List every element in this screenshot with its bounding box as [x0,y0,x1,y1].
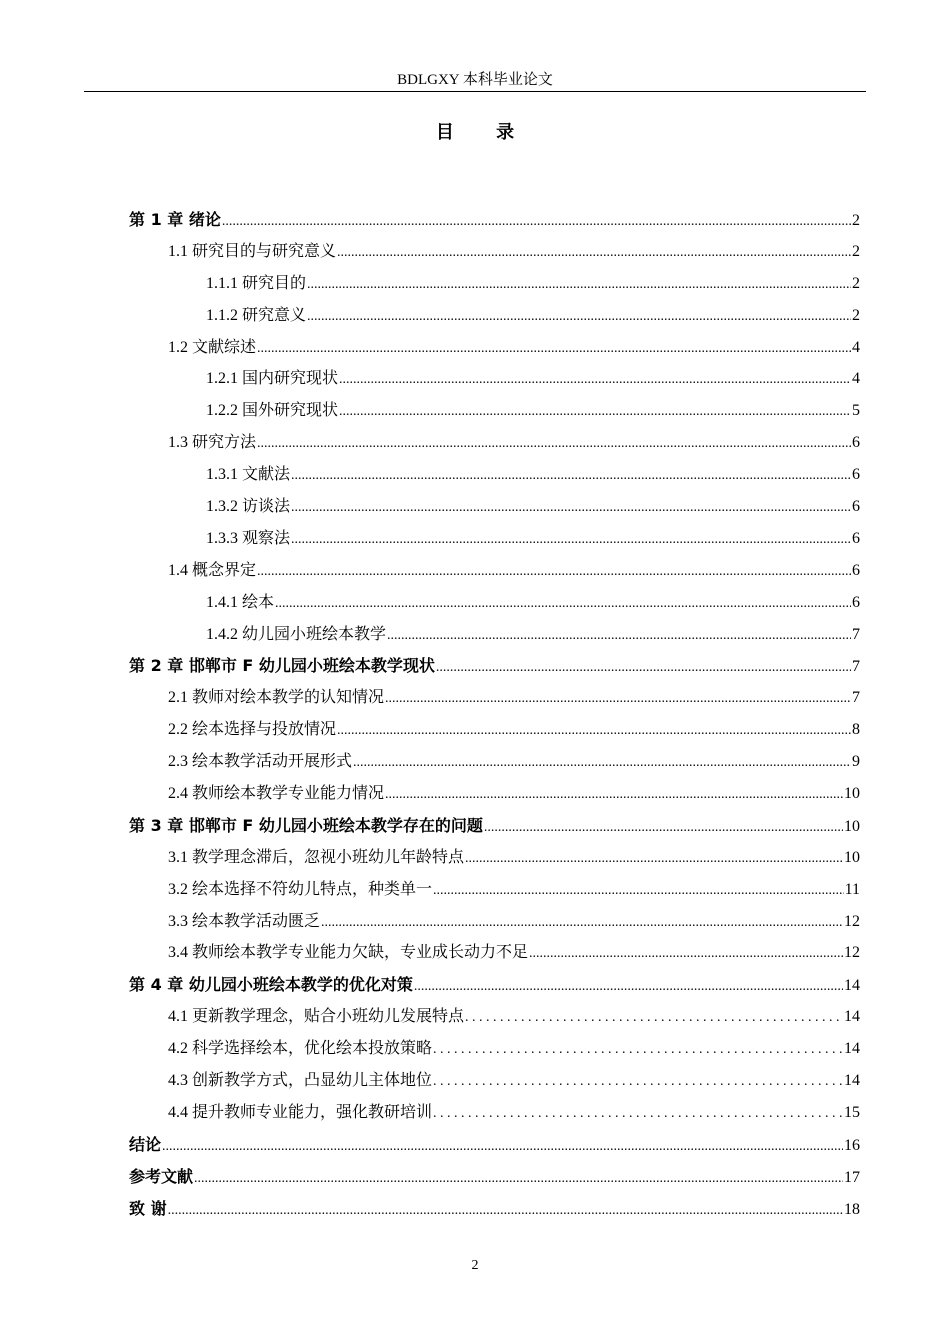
toc-entry-page: 10 [844,848,860,866]
toc-entry-title: 1.3.1 文献法 [206,466,291,484]
toc-entry-title: 1.2.2 国外研究现状 [206,402,339,420]
toc-entry-page: 6 [852,561,860,579]
dot-leader [484,812,843,844]
toc-entry[interactable] [129,650,860,682]
toc-entry[interactable] [129,842,860,874]
dot-leader [433,1034,843,1066]
dot-leader [257,428,851,460]
toc-entry[interactable] [129,1161,860,1193]
dot-leader [339,396,851,428]
toc-entry-title: 1.2.1 国内研究现状 [206,370,339,388]
toc-entry-page: 16 [844,1136,860,1154]
toc-entry-page: 2 [852,212,860,229]
toc-entry-title: 2.2 绘本选择与投放情况 [168,721,337,739]
toc-entry-title: 第 2 章 邯郸市 F 幼儿园小班绘本教学现状 [129,656,435,676]
toc-entry[interactable] [129,587,860,619]
toc-entry-title: 1.4.1 绘本 [206,593,275,611]
toc-entry[interactable] [129,682,860,714]
toc-entry-page: 14 [844,1008,860,1026]
toc-entry-page: 12 [844,912,860,930]
toc-entry[interactable] [129,874,860,906]
dot-leader [529,938,843,970]
toc-entry[interactable] [129,427,860,459]
dot-leader [307,301,851,333]
toc-entry-page: 6 [852,529,860,547]
toc-entry-title: 2.3 绘本教学活动开展形式 [168,753,353,771]
toc-entry-title: 4.2 科学选择绘本，优化绘本投放策略 [168,1040,433,1058]
dot-leader [194,1163,843,1195]
toc-entry-title: 2.4 教师绘本教学专业能力情况 [168,785,385,803]
toc-entry[interactable] [129,395,860,427]
toc-entry-page: 11 [844,880,860,898]
toc-entry[interactable] [129,1001,860,1033]
toc-entry[interactable] [129,555,860,587]
toc-entry[interactable] [129,459,860,491]
dot-leader [337,715,851,747]
toc-entry[interactable] [129,1033,860,1065]
toc-entry-title: 2.1 教师对绘本教学的认知情况 [168,689,385,707]
toc-entry-page: 18 [844,1200,860,1218]
toc-entry-title: 1.1.2 研究意义 [206,306,307,324]
toc-entry-title: 第 4 章 幼儿园小班绘本教学的优化对策 [129,975,413,995]
dot-leader [385,779,843,811]
dot-leader [433,1098,843,1130]
dot-leader [321,907,843,939]
toc-entry-page: 14 [844,977,860,995]
toc-entry-title: 1.3 研究方法 [168,434,257,452]
toc-entry-page: 7 [852,689,860,707]
toc-entry[interactable] [129,619,860,651]
dot-leader [414,971,843,1003]
toc-entry-title: 3.4 教师绘本教学专业能力欠缺，专业成长动力不足 [168,944,529,962]
dot-leader [385,683,851,715]
toc-entry-page: 6 [852,434,860,452]
toc-entry-page: 14 [844,1072,860,1090]
toc-entry-page: 4 [852,338,860,356]
toc-entry-title: 3.1 教学理念滞后，忽视小班幼儿年龄特点 [168,848,465,866]
dot-leader [433,875,844,907]
toc-entry-page: 7 [852,625,860,643]
toc-entry-title: 1.1 研究目的与研究意义 [168,242,337,260]
toc-entry-title: 第 3 章 邯郸市 F 幼儿园小班绘本教学存在的问题 [129,815,483,835]
page-header: BDLGXY 本科毕业论文 [397,72,553,88]
toc-entry-title: 参考文献 [129,1166,194,1186]
toc-entry-page: 4 [852,370,860,388]
dot-leader [291,492,851,524]
toc-entry[interactable] [129,363,860,395]
toc-entry-title: 第 1 章 绪论 [129,210,221,229]
toc-entry[interactable] [129,523,860,555]
toc-entry[interactable] [129,491,860,523]
toc-entry[interactable] [129,810,860,842]
toc-entry-title: 4.4 提升教师专业能力，强化教研培训 [168,1103,433,1121]
toc-title: 目 录 [435,122,533,143]
toc-entry[interactable] [129,1065,860,1097]
dot-leader [353,747,851,779]
toc-entry-page: 5 [852,402,860,420]
toc-entry-title: 1.3.2 访谈法 [206,498,291,516]
toc-entry[interactable] [129,300,860,332]
toc-entry-title: 3.2 绘本选择不符幼儿特点，种类单一 [168,880,433,898]
dot-leader [257,556,851,588]
dot-leader [291,460,851,492]
table-of-contents [129,204,860,1225]
toc-entry[interactable] [129,1097,860,1129]
toc-entry-page: 7 [852,658,860,676]
toc-entry-page: 2 [852,274,860,292]
toc-entry[interactable] [129,778,860,810]
toc-entry-page: 6 [852,466,860,484]
toc-entry-page: 10 [844,817,860,835]
toc-entry-title: 结论 [129,1134,162,1154]
toc-entry[interactable] [129,906,860,938]
dot-leader [465,843,843,875]
dot-leader [307,269,851,301]
toc-entry-page: 9 [852,753,860,771]
toc-entry-title: 4.3 创新教学方式，凸显幼儿主体地位 [168,1072,433,1090]
toc-entry[interactable] [129,236,860,268]
toc-entry-page: 6 [852,593,860,611]
dot-leader [387,620,851,652]
dot-leader [433,1066,843,1098]
toc-entry[interactable] [129,746,860,778]
toc-entry-title: 1.4.2 幼儿园小班绘本教学 [206,625,387,643]
dot-leader [339,364,851,396]
dot-leader [275,588,851,620]
page-number: 2 [471,1258,479,1273]
toc-entry-title: 4.1 更新教学理念，贴合小班幼儿发展特点 [168,1008,465,1026]
toc-entry-title: 1.4 概念界定 [168,561,257,579]
toc-entry[interactable] [129,204,860,236]
toc-entry-page: 2 [852,306,860,324]
dot-leader [162,1131,843,1163]
toc-entry-page: 12 [844,944,860,962]
dot-leader [291,524,851,556]
toc-entry-page: 14 [844,1040,860,1058]
toc-entry[interactable] [129,714,860,746]
toc-entry[interactable] [129,332,860,364]
dot-leader [257,333,851,365]
toc-entry-page: 15 [844,1103,860,1121]
dot-leader [337,237,851,269]
dot-leader [168,1195,843,1227]
toc-entry[interactable] [129,1129,860,1161]
toc-entry-title: 1.2 文献综述 [168,338,257,356]
toc-entry[interactable] [129,268,860,300]
toc-entry-title: 1.1.1 研究目的 [206,274,307,292]
toc-entry-page: 2 [852,242,860,260]
toc-entry-page: 6 [852,498,860,516]
toc-entry-title: 致 谢 [129,1198,167,1218]
toc-entry-title: 1.3.3 观察法 [206,529,291,547]
dot-leader [222,206,851,238]
dot-leader [436,652,851,684]
toc-entry-page: 10 [844,785,860,803]
toc-entry-page: 17 [844,1168,860,1186]
toc-entry[interactable] [129,969,860,1001]
header-rule [84,91,866,92]
dot-leader [465,1002,843,1034]
toc-entry-title: 3.3 绘本教学活动匮乏 [168,912,321,930]
toc-entry-page: 8 [852,721,860,739]
toc-entry[interactable] [129,937,860,969]
toc-entry[interactable] [129,1193,860,1225]
